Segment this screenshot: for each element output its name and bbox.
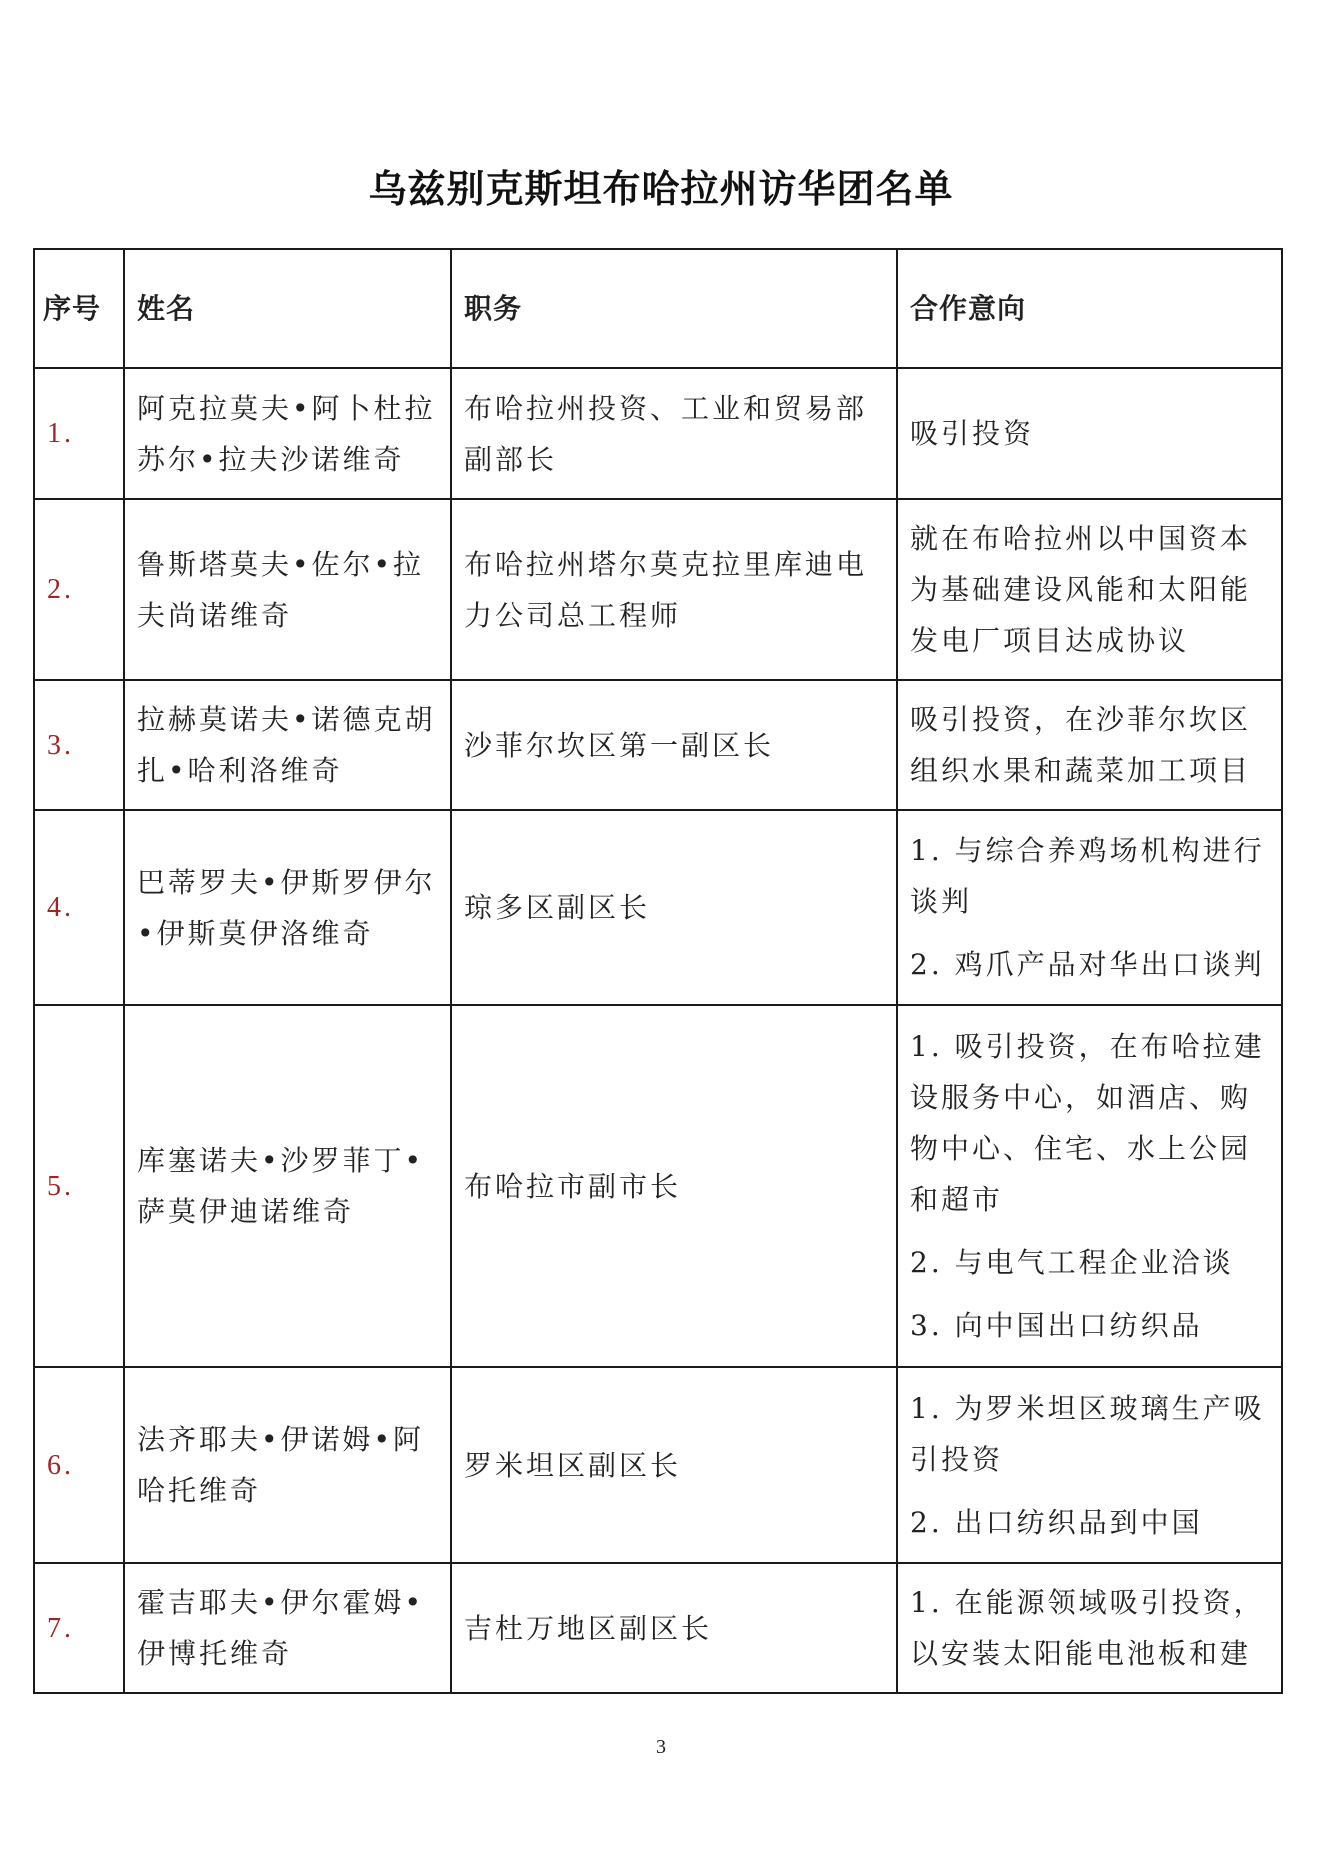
intent-item: 吸引投资，在沙菲尔坎区组织水果和蔬菜加工项目	[910, 703, 1252, 787]
row-name: 库塞诺夫•沙罗菲丁•萨莫伊迪诺维奇	[124, 1005, 451, 1367]
table-row	[34, 1005, 1282, 1367]
row-seq: 4.	[34, 810, 124, 1005]
row-name: 鲁斯塔莫夫•佐尔•拉夫尚诺维奇	[124, 499, 451, 680]
row-position: 罗米坦区副区长	[451, 1367, 897, 1563]
intent-item: 1. 与综合养鸡场机构进行谈判	[910, 834, 1265, 918]
table-row	[34, 810, 1282, 1005]
intent-item: 2. 出口纺织品到中国	[910, 1505, 1203, 1539]
table-row	[34, 1367, 1282, 1563]
row-seq: 7.	[34, 1563, 124, 1693]
table-header-row	[34, 249, 1282, 368]
page-number: 3	[656, 1736, 666, 1758]
row-seq: 5.	[34, 1005, 124, 1367]
table-row	[34, 499, 1282, 680]
delegation-table	[33, 248, 1283, 1694]
row-seq: 3.	[34, 680, 124, 810]
row-name: 阿克拉莫夫•阿卜杜拉苏尔•拉夫沙诺维奇	[124, 368, 451, 499]
row-name: 拉赫莫诺夫•诺德克胡扎•哈利洛维奇	[124, 680, 451, 810]
intent-item: 1. 在能源领域吸引投资，以安装太阳能电池板和建	[910, 1586, 1265, 1670]
row-position: 布哈拉州投资、工业和贸易部副部长	[451, 368, 897, 499]
intent-item: 2. 与电气工程企业洽谈	[910, 1246, 1234, 1279]
row-position: 沙菲尔坎区第一副区长	[451, 680, 897, 810]
row-intent	[897, 499, 1282, 680]
header-name: 姓名	[124, 249, 451, 368]
intent-item: 1. 吸引投资，在布哈拉建设服务中心，如酒店、购物中心、住宅、水上公园和超市	[910, 1030, 1265, 1216]
row-name: 法齐耶夫•伊诺姆•阿哈托维奇	[124, 1367, 451, 1563]
row-intent	[897, 1563, 1282, 1693]
row-intent	[897, 1367, 1282, 1563]
row-name: 巴蒂罗夫•伊斯罗伊尔•伊斯莫伊洛维奇	[124, 810, 451, 1005]
row-seq: 6.	[34, 1367, 124, 1563]
row-intent	[897, 368, 1282, 499]
row-position: 琼多区副区长	[451, 810, 897, 1005]
row-position: 布哈拉州塔尔莫克拉里库迪电力公司总工程师	[451, 499, 897, 680]
row-intent	[897, 810, 1282, 1005]
row-intent	[897, 1005, 1282, 1367]
row-seq: 1.	[34, 368, 124, 499]
intent-item: 3. 向中国出口纺织品	[910, 1309, 1203, 1342]
row-position: 吉杜万地区副区长	[451, 1563, 897, 1693]
table-row	[34, 680, 1282, 810]
row-name: 霍吉耶夫•伊尔霍姆•伊博托维奇	[124, 1563, 451, 1693]
header-position: 职务	[451, 249, 897, 368]
table-row	[34, 368, 1282, 499]
intent-item: 吸引投资	[910, 417, 1035, 450]
intent-item: 就在布哈拉州以中国资本为基础建设风能和太阳能发电厂项目达成协议	[910, 522, 1252, 657]
intent-item: 1. 为罗米坦区玻璃生产吸引投资	[910, 1391, 1265, 1476]
header-intent: 合作意向	[897, 249, 1282, 368]
intent-item: 2. 鸡爪产品对华出口谈判	[910, 948, 1265, 981]
row-intent	[897, 680, 1282, 810]
table-row	[34, 1563, 1282, 1693]
row-position: 布哈拉市副市长	[451, 1005, 897, 1367]
header-seq: 序号	[34, 249, 124, 368]
document-title: 乌兹别克斯坦布哈拉州访华团名单	[368, 167, 954, 211]
row-seq: 2.	[34, 499, 124, 680]
